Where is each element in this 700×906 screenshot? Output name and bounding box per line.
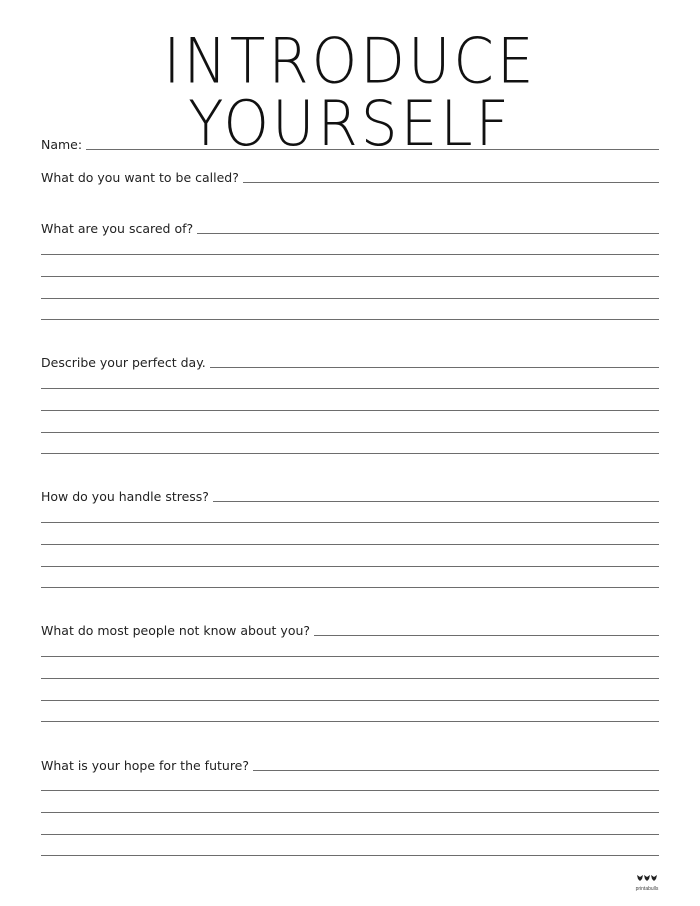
answer-line[interactable] [41,254,659,255]
answer-line[interactable] [41,566,659,567]
answer-line[interactable] [41,700,659,701]
question-unknown[interactable] [41,620,659,638]
called-label: What do you want to be called? [41,170,239,185]
question-scared[interactable] [41,218,659,236]
answer-line[interactable] [41,678,659,679]
answer-line[interactable] [41,656,659,657]
answer-line[interactable] [41,522,659,523]
answer-line[interactable] [41,276,659,277]
answer-line[interactable] [41,812,659,813]
question-label: What do most people not know about you? [41,623,311,638]
answer-line[interactable] [41,587,659,588]
question-hope[interactable] [41,755,659,773]
brand-logo [632,873,662,892]
answer-line[interactable] [41,410,659,411]
answer-line[interactable] [41,432,659,433]
page-title: INTRODUCE YOURSELF [163,23,537,161]
answer-line[interactable] [213,501,659,502]
answer-line[interactable] [41,453,659,454]
called-answer-line[interactable] [243,182,659,183]
question-label: What is your hope for the future? [41,758,250,773]
question-perfect-day[interactable] [41,352,659,370]
answer-line[interactable] [41,834,659,835]
question-label: What are you scared of? [41,221,194,236]
question-stress[interactable] [41,486,659,504]
name-field[interactable] [41,134,659,152]
answer-line[interactable] [41,388,659,389]
answer-line[interactable] [197,233,659,234]
answer-line[interactable] [41,855,659,856]
answer-line[interactable] [314,635,659,636]
question-label: Describe your perfect day. [41,355,206,370]
answer-line[interactable] [253,770,659,771]
answer-line[interactable] [41,544,659,545]
brand-name: printabulls [635,886,659,892]
called-field[interactable] [41,167,659,185]
question-label: How do you handle stress? [41,489,209,504]
answer-line[interactable] [41,319,659,320]
answer-line[interactable] [210,367,659,368]
name-label: Name: [41,137,83,152]
answer-line[interactable] [41,790,659,791]
name-answer-line[interactable] [86,149,659,150]
bull-heads-logo-icon [632,873,662,886]
answer-line[interactable] [41,298,659,299]
answer-line[interactable] [41,721,659,722]
